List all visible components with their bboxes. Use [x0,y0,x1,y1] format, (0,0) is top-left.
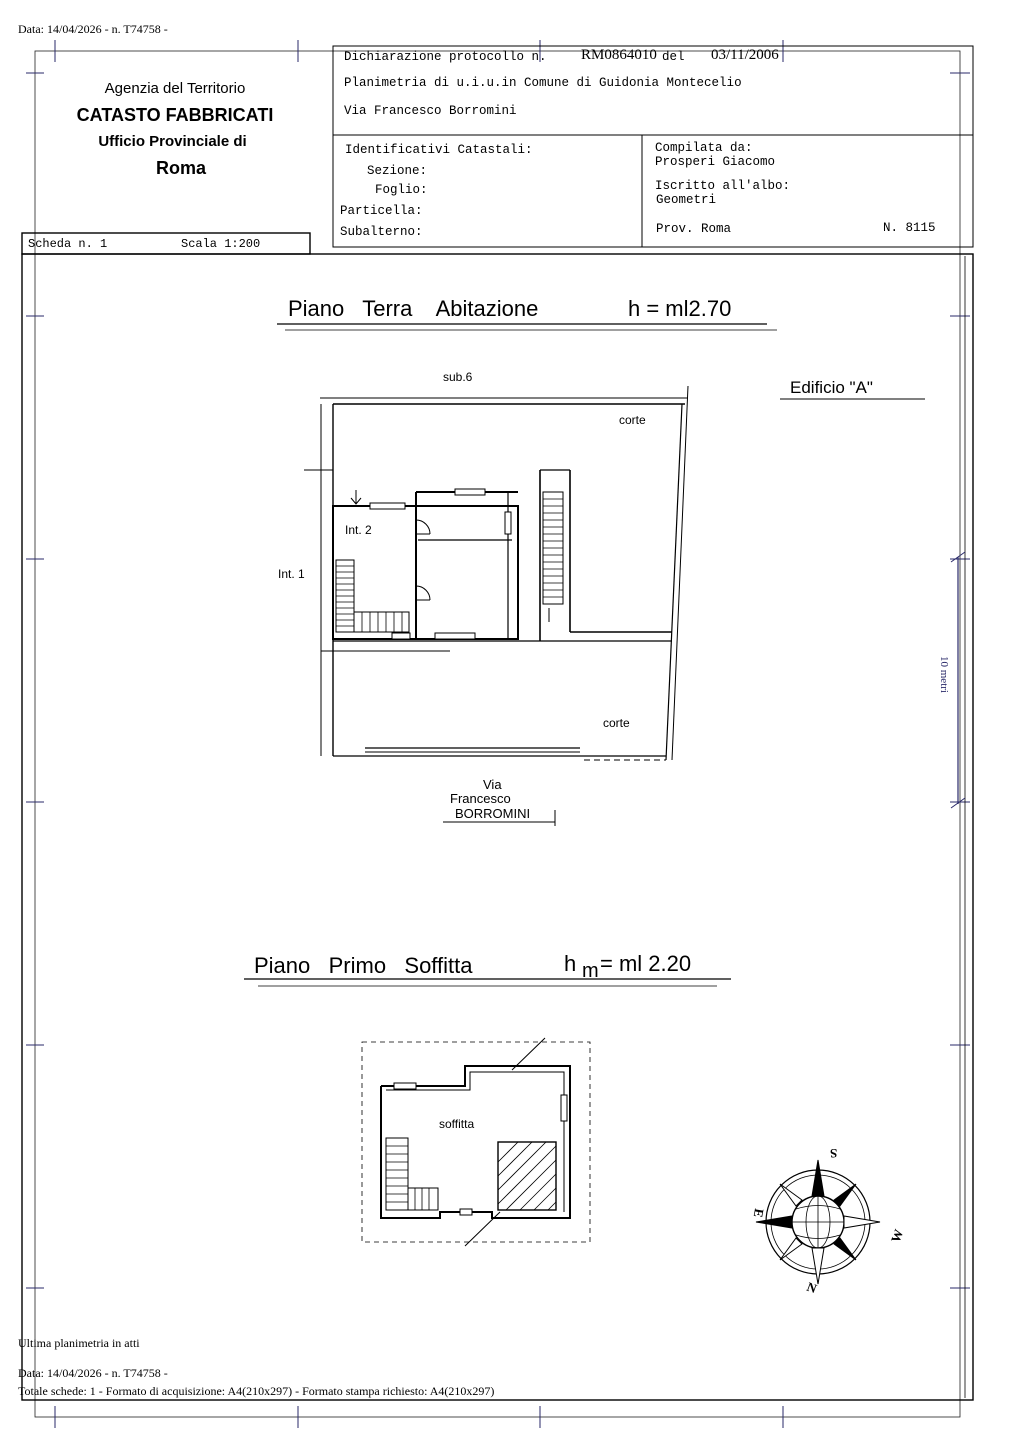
catasto-title: CATASTO FABBRICATI [76,105,274,125]
sezione-label: Sezione: [367,164,428,178]
first-floor-h: h [564,951,577,976]
first-floor-height: = ml 2.20 [600,951,692,976]
albo-label: Iscritto all'albo: [655,179,791,193]
compiler-label: Compilata da: [655,141,753,155]
int1-label: Int. 1 [278,567,305,581]
int2-label: Int. 2 [345,523,372,537]
office-label: Ufficio Provinciale di [98,133,247,150]
albo-value: Geometri [656,193,717,207]
address-line: Via Francesco Borromini [344,104,517,118]
ground-floor-title: Piano Terra Abitazione [288,296,539,321]
compass-s-label: S [830,1146,838,1161]
print-stamp-top: Data: 14/04/2026 - n. T74758 - [18,22,168,36]
sub6-label: sub.6 [443,370,473,384]
street-francesco: Francesco [450,791,511,806]
declaration-label: Dichiarazione protocollo n. [344,50,547,64]
corte-bottom-label: corte [603,716,630,730]
first-floor-m: m [582,960,599,982]
building-label: Edificio "A" [790,378,873,397]
compass-n-label: N [804,1278,819,1297]
compiler-name: Prosperi Giacomo [655,155,776,169]
planimetria-line: Planimetria di u.i.u.in Comune di Guidonia Montecelio [344,76,742,90]
street-borromini: BORROMINI [455,806,531,821]
totals-line: Totale schede: 1 - Formato di acquisizione: A4(210x297) - Formato stampa richiesto: A4(210x297) [18,1384,495,1398]
compass-e-label: E [750,1207,767,1219]
foglio-label: Foglio: [375,183,428,197]
declaration-del: del [662,50,685,64]
soffitta-label: soffitta [439,1117,475,1131]
last-plan-note: Ultima planimetria in atti [18,1336,140,1350]
registration-number: N. 8115 [883,221,936,235]
street-via: Via [483,777,502,792]
office-city: Roma [155,158,206,178]
scheda-label: Scheda n. 1 [28,237,108,251]
corte-top-label: corte [619,413,646,427]
first-floor-title: Piano Primo Soffitta [254,953,473,978]
subalterno-label: Subalterno: [340,225,423,239]
agency-name: Agenzia del Territorio [104,80,246,97]
ground-floor-height: h = ml2.70 [628,296,732,321]
compass-w-label: W [887,1227,907,1245]
scala-label: Scala 1:200 [181,237,261,251]
declaration-date: 03/11/2006 [711,47,779,63]
print-stamp-bottom: Data: 14/04/2026 - n. T74758 - [18,1366,168,1380]
scale-bar-label: 10 metri [938,656,950,693]
province: Prov. Roma [656,222,732,236]
declaration-number: RM0864010 [581,47,657,63]
particella-label: Particella: [340,204,423,218]
identifiers-title: Identificativi Catastali: [345,143,533,157]
